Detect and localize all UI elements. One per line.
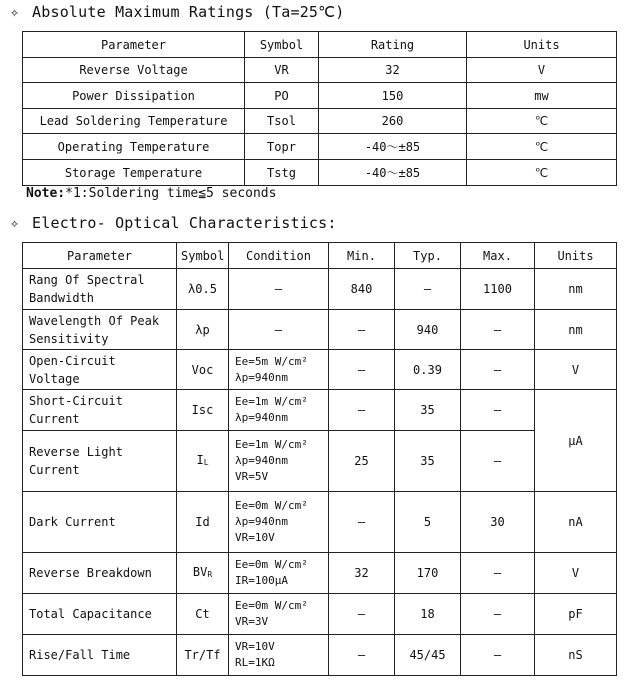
condition-cell: –: [229, 310, 329, 350]
diamond-star-icon: ✧: [10, 214, 20, 232]
max-cell: –: [461, 350, 535, 390]
table-cell: ℃: [467, 160, 617, 186]
table-cell: Topr: [245, 134, 319, 160]
section1-title: Absolute Maximum Ratings (Ta=25℃): [32, 3, 345, 21]
condition-line: Ee=1m W/cm²: [235, 438, 308, 451]
table-header-row: [23, 243, 617, 269]
table-cell: VR: [245, 58, 319, 83]
electro-optical-table: [22, 242, 617, 676]
condition-cell: [229, 431, 329, 492]
symbol-cell: Isc: [177, 390, 229, 431]
table-cell: Tstg: [245, 160, 319, 186]
min-cell: –: [329, 594, 395, 635]
header-cell: Units: [535, 243, 617, 269]
note-text: *1:Soldering time≦5 seconds: [65, 186, 277, 201]
max-cell: –: [461, 390, 535, 431]
table-row: [23, 492, 617, 553]
condition-cell: [229, 350, 329, 390]
param-cell: Wavelength Of Peak Sensitivity: [23, 310, 177, 350]
table-cell: Power Dissipation: [23, 83, 245, 109]
table-cell: Lead Soldering Temperature: [23, 109, 245, 134]
table-row: [23, 350, 617, 390]
table-cell: Reverse Voltage: [23, 58, 245, 83]
typ-cell: 35: [395, 390, 461, 431]
param-cell: Rise/Fall Time: [23, 635, 177, 676]
section2-title: Electro- Optical Characteristics:: [32, 214, 337, 232]
condition-line: λp=940nm: [235, 515, 288, 528]
table-cell: 260: [319, 109, 467, 134]
note-label: Note:: [26, 186, 66, 201]
min-cell: –: [329, 635, 395, 676]
header-cell: Symbol: [245, 32, 319, 58]
table-row: [23, 431, 617, 492]
table-cell: -40～±85: [319, 134, 467, 160]
table-row: [23, 553, 617, 594]
param-cell: Total Capacitance: [23, 594, 177, 635]
table-row: [23, 269, 617, 310]
table-cell: ℃: [467, 134, 617, 160]
symbol-cell: Id: [177, 492, 229, 553]
header-cell: Max.: [461, 243, 535, 269]
condition-line: Ee=5m W/cm²: [235, 354, 308, 368]
min-cell: 840: [329, 269, 395, 310]
param-cell: Rang Of Spectral Bandwidth: [23, 269, 177, 310]
typ-cell: 0.39: [395, 350, 461, 390]
min-cell: –: [329, 310, 395, 350]
condition-cell: [229, 553, 329, 594]
table-cell: PO: [245, 83, 319, 109]
param-cell: Reverse Breakdown: [23, 553, 177, 594]
min-cell: –: [329, 492, 395, 553]
header-cell: Parameter: [23, 32, 245, 58]
max-cell: 1100: [461, 269, 535, 310]
table-cell: 32: [319, 58, 467, 83]
min-cell: 32: [329, 553, 395, 594]
symbol-cell: λp: [177, 310, 229, 350]
condition-line: Ee=0m W/cm²: [235, 558, 308, 571]
section2-heading: [10, 214, 337, 232]
typ-cell: 35: [395, 431, 461, 492]
units-cell: nA: [535, 492, 617, 553]
condition-line: VR=10V: [235, 640, 275, 653]
typ-cell: 940: [395, 310, 461, 350]
typ-cell: 5: [395, 492, 461, 553]
condition-cell: [229, 635, 329, 676]
section1-heading: [10, 3, 344, 21]
condition-line: VR=3V: [235, 615, 269, 628]
units-cell: pF: [535, 594, 617, 635]
condition-line: VR=10V: [235, 531, 275, 544]
param-cell: Dark Current: [23, 492, 177, 553]
symbol-subscript: L: [203, 457, 209, 467]
symbol-cell: Voc: [177, 350, 229, 390]
param-cell: Short-Circuit Current: [23, 390, 177, 431]
table-row: [23, 160, 617, 186]
units-cell: nm: [535, 269, 617, 310]
header-cell: Units: [467, 32, 617, 58]
typ-cell: 18: [395, 594, 461, 635]
condition-line: VR=5V: [235, 470, 269, 483]
symbol-cell: Tr/Tf: [177, 635, 229, 676]
header-cell: Symbol: [177, 243, 229, 269]
max-cell: –: [461, 553, 535, 594]
table-cell: ℃: [467, 109, 617, 134]
condition-line: λp=940nm: [235, 454, 288, 467]
table-cell: Storage Temperature: [23, 160, 245, 186]
max-cell: –: [461, 431, 535, 492]
condition-line: IR=100μA: [235, 574, 288, 587]
units-cell: μA: [535, 390, 617, 492]
units-cell: nm: [535, 310, 617, 350]
condition-line: λp=940nm: [235, 411, 288, 424]
table-cell: mw: [467, 83, 617, 109]
condition-line: λp=940nm: [235, 370, 288, 384]
table-row: [23, 310, 617, 350]
symbol-subscript: R: [207, 569, 213, 579]
symbol-cell: λ0.5: [177, 269, 229, 310]
max-cell: 30: [461, 492, 535, 553]
table-row: [23, 635, 617, 676]
table-cell: Operating Temperature: [23, 134, 245, 160]
units-cell: nS: [535, 635, 617, 676]
condition-cell: [229, 390, 329, 431]
max-cell: –: [461, 635, 535, 676]
table-row: [23, 58, 617, 83]
symbol-cell: IL: [177, 431, 229, 492]
min-cell: –: [329, 350, 395, 390]
max-cell: –: [461, 594, 535, 635]
header-cell: Parameter: [23, 243, 177, 269]
condition-line: RL=1KΩ: [235, 656, 275, 669]
condition-cell: [229, 594, 329, 635]
condition-cell: –: [229, 269, 329, 310]
table-cell: -40～±85: [319, 160, 467, 186]
table-row: [23, 134, 617, 160]
units-cell: V: [535, 350, 617, 390]
units-cell: V: [535, 553, 617, 594]
condition-line: Ee=0m W/cm²: [235, 499, 308, 512]
table-header-row: [23, 32, 617, 58]
absolute-max-ratings-table: [22, 31, 617, 186]
table-cell: Tsol: [245, 109, 319, 134]
table-row: [23, 594, 617, 635]
condition-line: Ee=1m W/cm²: [235, 395, 308, 408]
typ-cell: –: [395, 269, 461, 310]
table-cell: V: [467, 58, 617, 83]
header-cell: Rating: [319, 32, 467, 58]
typ-cell: 170: [395, 553, 461, 594]
typ-cell: 45/45: [395, 635, 461, 676]
header-cell: Typ.: [395, 243, 461, 269]
condition-cell: [229, 492, 329, 553]
table-row: [23, 390, 617, 431]
param-cell: Reverse Light Current: [23, 431, 177, 492]
param-cell: Open-Circuit Voltage: [23, 350, 177, 390]
symbol-cell: Ct: [177, 594, 229, 635]
table-row: [23, 109, 617, 134]
table-cell: 150: [319, 83, 467, 109]
header-cell: Min.: [329, 243, 395, 269]
symbol-cell: BVR: [177, 553, 229, 594]
min-cell: 25: [329, 431, 395, 492]
soldering-note: [26, 186, 276, 201]
max-cell: –: [461, 310, 535, 350]
header-cell: Condition: [229, 243, 329, 269]
diamond-star-icon: ✧: [10, 3, 20, 21]
table-row: [23, 83, 617, 109]
min-cell: –: [329, 390, 395, 431]
condition-line: Ee=0m W/cm²: [235, 599, 308, 612]
